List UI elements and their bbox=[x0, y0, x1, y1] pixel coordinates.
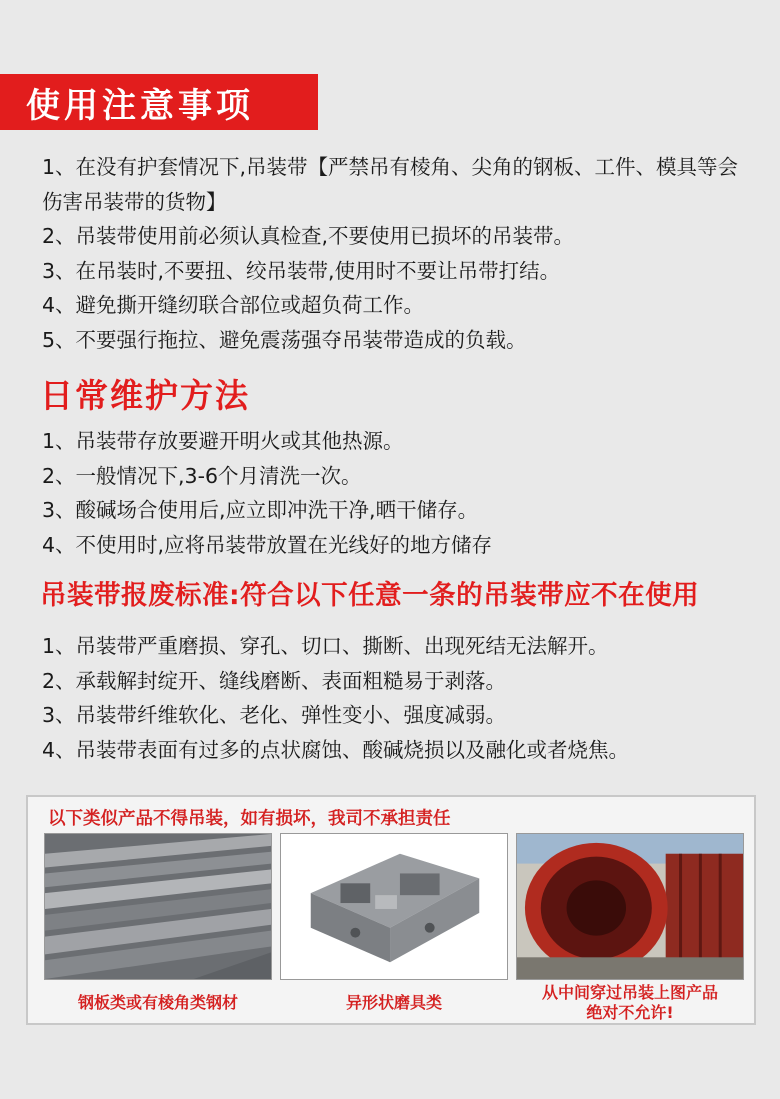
prohibited-items-panel bbox=[26, 795, 756, 1025]
scrap-standard-heading: 吊装带报废标准:符合以下任意一条的吊装带应不在使用 bbox=[40, 580, 700, 611]
scrap-standard-list bbox=[42, 629, 750, 767]
list-item: 2、承载解封绽开、缝线磨断、表面粗糙易于剥落。 bbox=[42, 668, 507, 693]
section1-title: 使用注意事项 bbox=[26, 85, 254, 126]
list-item: 3、在吊装时,不要扭、绞吊装带,使用时不要让吊带打结。 bbox=[42, 258, 561, 283]
steel-pipe-image bbox=[516, 833, 744, 980]
maintenance-heading: 日常维护方法 bbox=[40, 376, 250, 415]
list-item: 3、酸碱场合使用后,应立即冲洗干净,晒干储存。 bbox=[42, 498, 479, 522]
pipe-caption-line1: 从中间穿过吊装上图产品 bbox=[541, 983, 718, 1002]
list-item: 4、避免撕开缝纫联合部位或超负荷工作。 bbox=[42, 293, 425, 317]
list-item: 2、吊装带使用前必须认真检查,不要使用已损坏的吊装带。 bbox=[42, 224, 575, 248]
list-item: 2、一般情况下,3-6个月清洗一次。 bbox=[42, 463, 362, 488]
list-item: 1、吊装带存放要避开明火或其他热源。 bbox=[42, 429, 404, 453]
list-item: 4、不使用时,应将吊装带放置在光线好的地方储存 bbox=[42, 532, 493, 557]
pipe-caption bbox=[508, 983, 752, 1023]
list-item: 5、不要强行拖拉、避免震荡强夺吊装带造成的负载。 bbox=[42, 327, 527, 352]
title-banner bbox=[0, 74, 318, 130]
list-item: 1、吊装带严重磨损、穿孔、切口、撕断、出现死结无法解开。 bbox=[42, 634, 609, 658]
steel-plates-image bbox=[44, 833, 272, 980]
list-item: 1、在没有护套情况下,吊装带【严禁吊有棱角、尖角的钢板、工件、模具等会伤害吊装带的货物】 bbox=[42, 155, 739, 214]
list-item: 4、吊装带表面有过多的点状腐蚀、酸碱烧损以及融化或者烧焦。 bbox=[42, 737, 630, 762]
notice-title: 以下类似产品不得吊装，如有损坏，我司不承担责任 bbox=[48, 809, 451, 829]
pipe-caption-line2: 绝对不允许! bbox=[586, 1003, 674, 1022]
maintenance-list bbox=[42, 424, 750, 562]
list-item: 3、吊装带纤维软化、老化、弹性变小、强度减弱。 bbox=[42, 703, 507, 727]
mold-caption: 异形状磨具类 bbox=[345, 993, 442, 1012]
mold-image bbox=[280, 833, 508, 980]
steel-caption: 钢板类或有棱角类钢材 bbox=[77, 993, 238, 1012]
usage-notes-list bbox=[42, 150, 750, 357]
